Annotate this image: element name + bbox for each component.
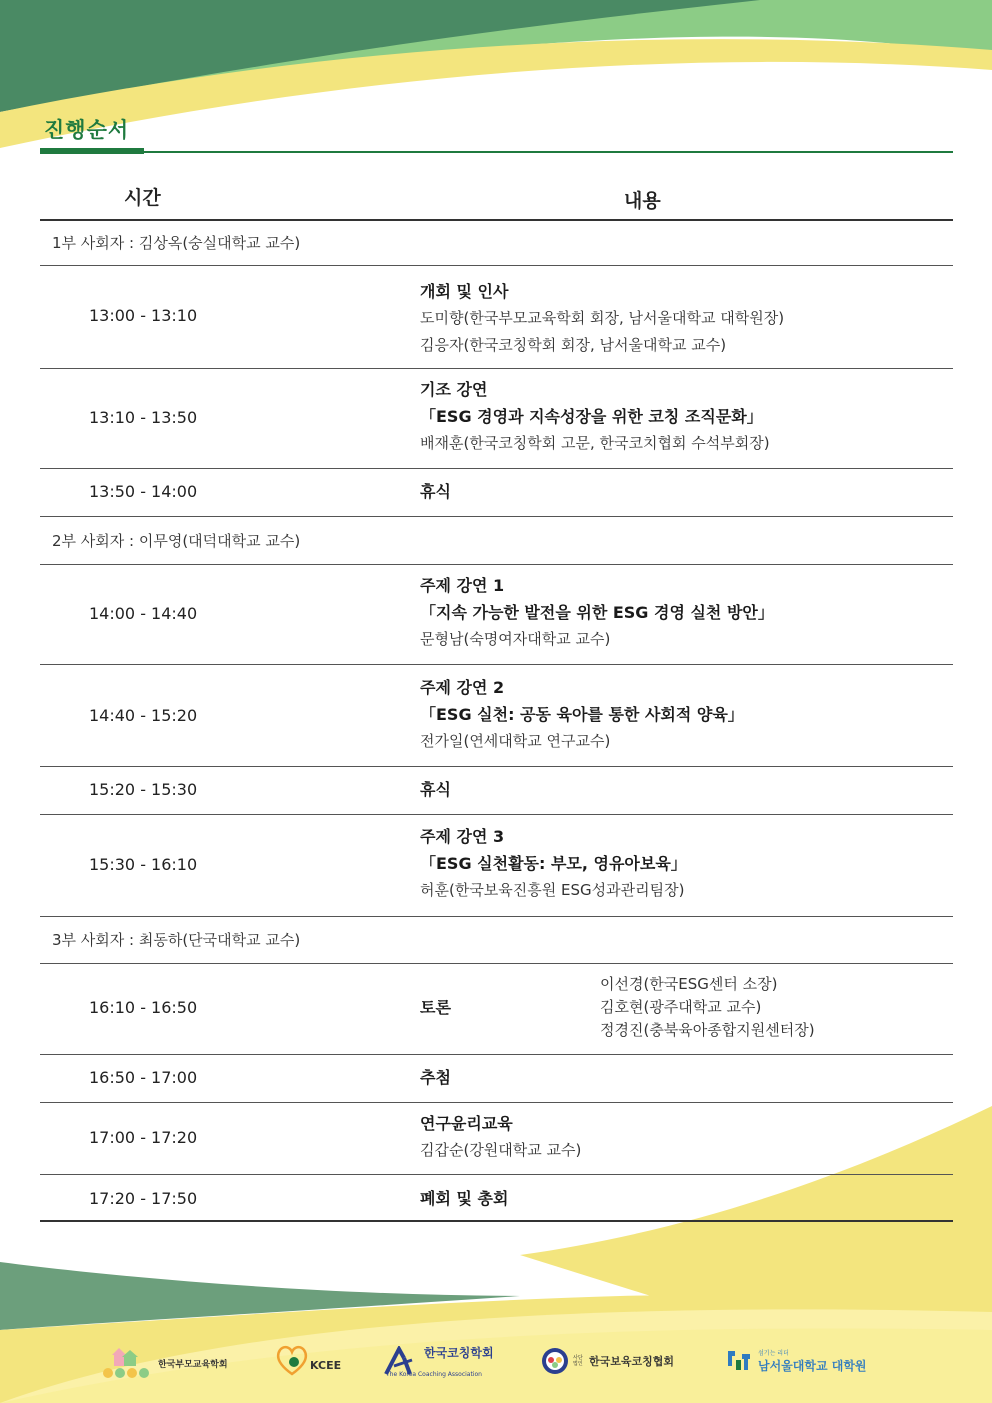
row-title: 주제 강연 3	[420, 827, 505, 846]
row-content	[420, 1110, 581, 1164]
part-3-moderator: 3부 사회자 : 최동하(단국대학교 교수)	[52, 931, 301, 949]
row-line: 허훈(한국보육진흥원 ESG성과관리팀장)	[420, 881, 685, 899]
row-title: 휴식	[420, 780, 451, 799]
row-divider	[40, 564, 953, 565]
part-1-moderator: 1부 사회자 : 김상옥(숭실대학교 교수)	[52, 234, 301, 252]
parent-education-logo-icon	[100, 1346, 156, 1380]
panel-list	[600, 973, 815, 1042]
table-header-divider	[40, 219, 953, 221]
row-line: 도미향(한국부모교육학회 회장, 남서울대학교 대학원장)	[420, 309, 785, 327]
column-header-time: 시간	[124, 187, 161, 209]
logo-text: 한국코칭학회	[424, 1346, 494, 1360]
row-title: 토론	[420, 998, 451, 1017]
row-divider	[40, 1054, 953, 1055]
logo-namseoul-graduate-school	[726, 1348, 867, 1374]
logo-text: 한국부모교육학회	[158, 1359, 228, 1370]
row-time: 16:10 - 16:50	[89, 998, 198, 1017]
row-title: 개회 및 인사	[420, 282, 509, 301]
row-subtitle: 「지속 가능한 발전을 위한 ESG 경영 실천 방안」	[420, 603, 774, 622]
row-divider	[40, 368, 953, 369]
row-divider	[40, 814, 953, 815]
sponsor-logos	[0, 1340, 992, 1390]
part-2-moderator: 2부 사회자 : 이무영(대덕대학교 교수)	[52, 532, 301, 550]
logo-text: 한국보육코칭협회	[589, 1355, 675, 1368]
title-underline	[144, 151, 953, 153]
row-time: 16:50 - 17:00	[89, 1068, 198, 1087]
row-divider	[40, 664, 953, 665]
row-title: 휴식	[420, 482, 451, 501]
row-content	[420, 278, 784, 359]
row-time: 13:10 - 13:50	[89, 408, 198, 427]
kcee-heart-icon	[274, 1342, 310, 1378]
logo-korea-coaching-association	[382, 1344, 494, 1378]
logo-korea-childcare-coaching	[540, 1346, 674, 1376]
logo-kcee	[274, 1342, 341, 1378]
row-time: 15:20 - 15:30	[89, 780, 198, 799]
childcare-seal-icon	[540, 1346, 570, 1376]
row-content	[420, 994, 451, 1021]
row-line: 문형남(숙명여자대학교 교수)	[420, 630, 611, 648]
row-content	[420, 376, 770, 457]
row-time: 17:00 - 17:20	[89, 1128, 198, 1147]
row-divider	[40, 1102, 953, 1103]
panelist: 정경진(충북육아종합지원센터장)	[600, 1021, 815, 1039]
row-time: 14:00 - 14:40	[89, 604, 198, 623]
row-time: 13:00 - 13:10	[89, 306, 198, 325]
title-underline-accent	[40, 148, 144, 154]
row-title: 폐회 및 총회	[420, 1189, 509, 1208]
logo-subtext: The Korea Coaching Association	[386, 1371, 482, 1378]
section-title: 진행순서	[44, 118, 130, 142]
logo-text: 남서울대학교 대학원	[758, 1359, 867, 1373]
row-title: 주제 강연 1	[420, 576, 505, 595]
row-line: 김갑순(강원대학교 교수)	[420, 1141, 582, 1159]
row-divider	[40, 766, 953, 767]
row-content	[420, 674, 744, 755]
row-content	[420, 1064, 451, 1091]
row-content	[420, 572, 774, 653]
logo-prefix: 사단법인	[573, 1355, 583, 1367]
row-divider	[40, 468, 953, 469]
row-line: 김응자(한국코칭학회 회장, 남서울대학교 교수)	[420, 336, 727, 354]
row-title: 연구윤리교육	[420, 1114, 513, 1133]
row-time: 17:20 - 17:50	[89, 1189, 198, 1208]
column-header-content: 내용	[624, 190, 661, 212]
row-title: 주제 강연 2	[420, 678, 505, 697]
row-subtitle: 「ESG 실천활동: 부모, 영유아보육」	[420, 854, 687, 873]
row-title: 기조 강연	[420, 380, 488, 399]
row-divider	[40, 963, 953, 964]
row-subtitle: 「ESG 실천: 공동 육아를 통한 사회적 양육」	[420, 705, 744, 724]
row-title: 추첨	[420, 1068, 451, 1087]
logo-tagline: 섬기는 리더	[758, 1350, 789, 1357]
row-content	[420, 823, 687, 904]
panelist: 김호현(광주대학교 교수)	[600, 998, 762, 1016]
row-content	[420, 478, 451, 505]
logo-korea-parent-education	[100, 1346, 228, 1380]
row-subtitle: 「ESG 경영과 지속성장을 위한 코칭 조직문화」	[420, 407, 763, 426]
logo-text: KCEE	[310, 1358, 342, 1372]
row-divider	[40, 916, 953, 917]
row-time: 15:30 - 16:10	[89, 855, 198, 874]
row-divider	[40, 1174, 953, 1175]
table-bottom-divider	[40, 1220, 953, 1222]
row-content	[420, 1185, 508, 1212]
row-line: 배재훈(한국코칭학회 고문, 한국코치협회 수석부회장)	[420, 434, 770, 452]
row-divider	[40, 516, 953, 517]
namseoul-emblem-icon	[726, 1348, 752, 1374]
row-content	[420, 776, 451, 803]
row-line: 전가일(연세대학교 연구교수)	[420, 732, 611, 750]
row-time: 14:40 - 15:20	[89, 706, 198, 725]
panelist: 이선경(한국ESG센터 소장)	[600, 975, 778, 993]
row-divider	[40, 265, 953, 266]
row-time: 13:50 - 14:00	[89, 482, 198, 501]
